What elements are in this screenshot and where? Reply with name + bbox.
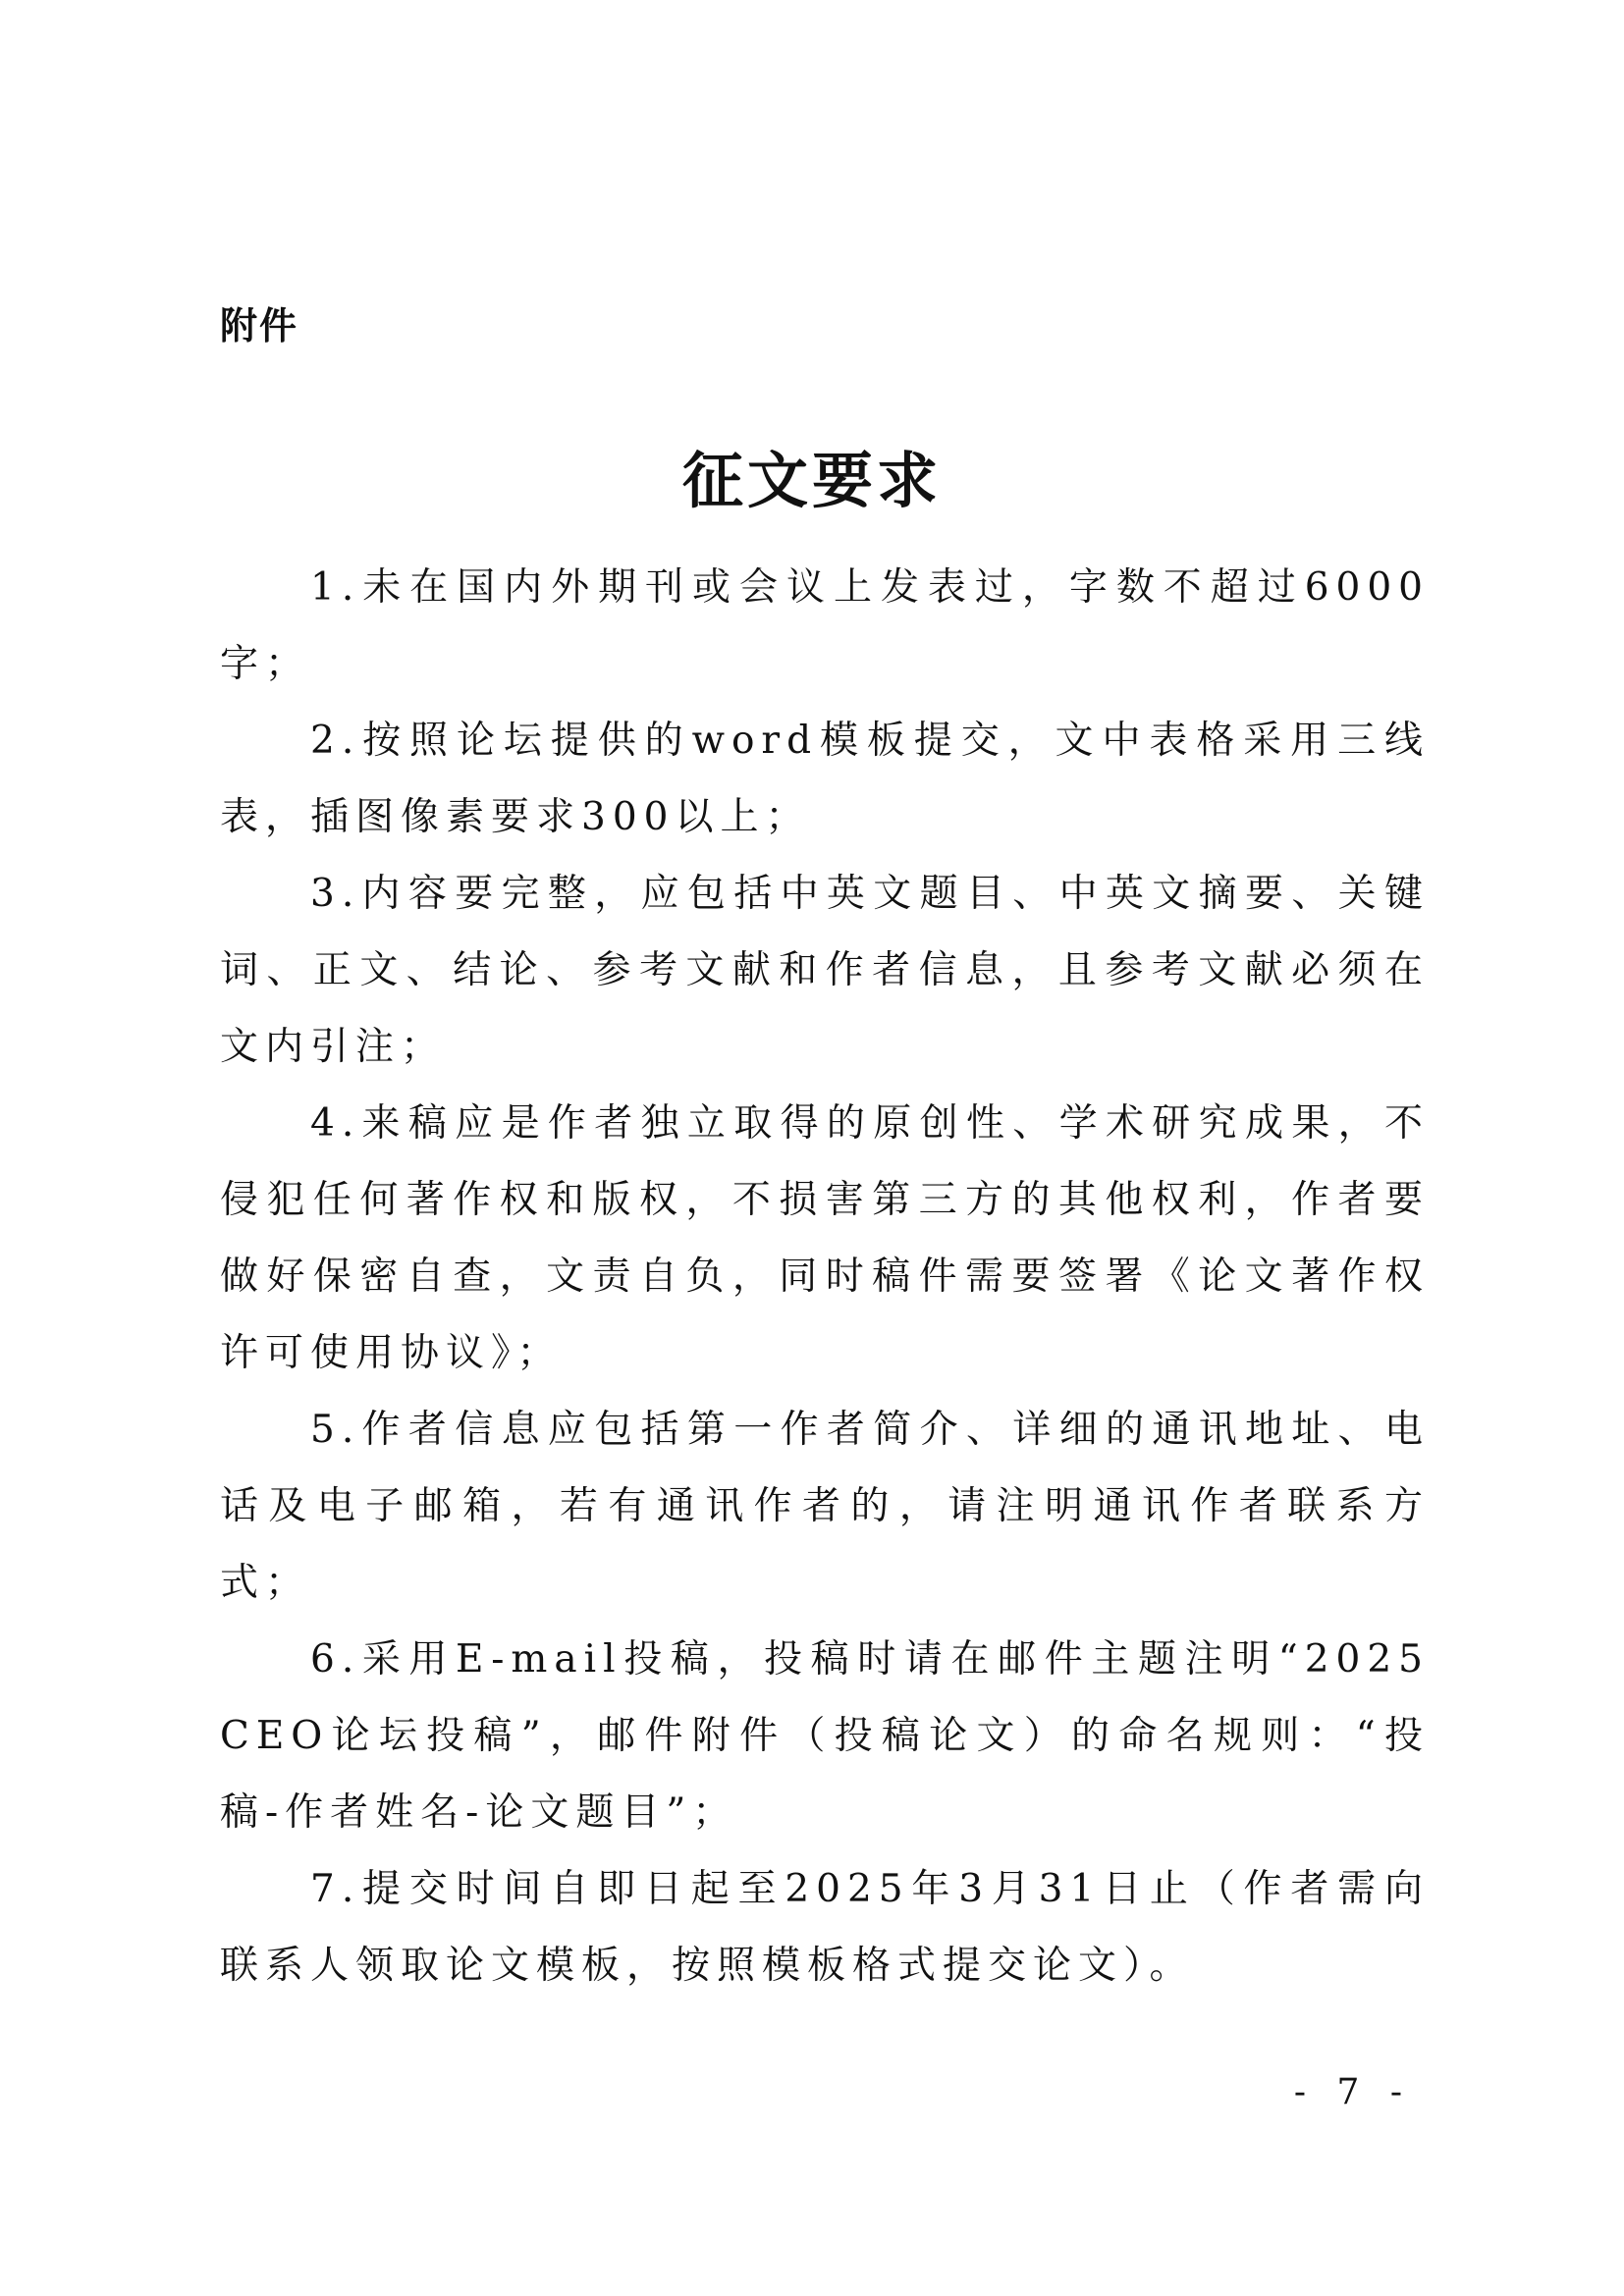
page-title: 征文要求 xyxy=(681,445,942,516)
requirement-paragraph-6: 6.采用E-mail投稿，投稿时请在邮件主题注明“2025 CEO论坛投稿”，邮件附件（投稿论文）的命名规则：“投稿-作者姓名-论文题目”； xyxy=(220,1637,1430,1835)
requirement-paragraph-4: 4.来稿应是作者独立取得的原创性、学术研究成果，不侵犯任何著作权和版权，不损害第三方的其他权利，作者要做好保密自查，文责自负，同时稿件需要签署《论文著作权许可使用协议》； xyxy=(220,1101,1430,1375)
requirement-paragraph-3: 3.内容要完整，应包括中英文题目、中英文摘要、关键词、正文、结论、参考文献和作者信息，且参考文献必须在文内引注； xyxy=(220,872,1430,1069)
page-number: - 7 - xyxy=(1293,2072,1412,2112)
requirement-paragraph-7: 7.提交时间自即日起至2025年3月31日止（作者需向联系人领取论文模板，按照模板格式提交论文）。 xyxy=(220,1867,1430,1988)
requirements-body xyxy=(220,550,1430,2004)
attachment-label: 附件 xyxy=(220,304,299,347)
requirement-paragraph-1: 1.未在国内外期刊或会议上发表过，字数不超过6000字； xyxy=(220,565,1430,686)
requirement-paragraph-2: 2.按照论坛提供的word模板提交，文中表格采用三线表，插图像素要求300以上； xyxy=(220,719,1430,839)
requirement-paragraph-5: 5.作者信息应包括第一作者简介、详细的通讯地址、电话及电子邮箱，若有通讯作者的，请注明通讯作者联系方式； xyxy=(220,1408,1430,1605)
